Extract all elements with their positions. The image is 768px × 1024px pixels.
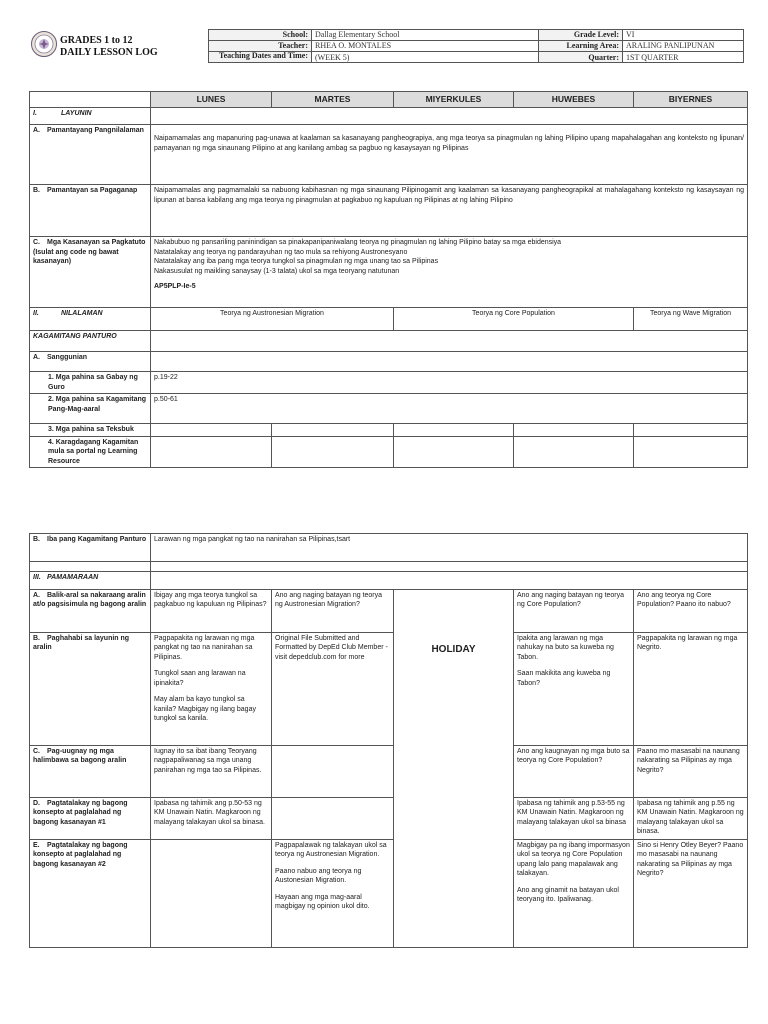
row-label-paghahabi: B. Paghahabi sa layunin ng aralin: [30, 633, 151, 746]
learning-area-label: Learning Area:: [539, 41, 623, 52]
section-pamamaraan: III. PAMAMARAAN: [30, 572, 151, 590]
section-kagamitang-panturo: KAGAMITANG PANTURO: [30, 331, 151, 352]
row-label-sanggunian: A. Sanggunian: [30, 352, 151, 372]
row-label-teksbuk: 3. Mga pahina sa Teksbuk: [30, 424, 151, 436]
day-header-martes: MARTES: [272, 92, 394, 108]
paghahabi-biyernes: Pagpapakita ng larawan ng mga Negrito.: [634, 633, 748, 746]
kasanayan-code: AP5PLP-Ie-5: [154, 283, 196, 291]
kasanayan-line: Natatalakay ang teorya ng pandarayuhan ng tao mula sa rehiyong Austronesyano: [154, 248, 408, 256]
pagtatalakay-2-martes: Pagpapalawak ng talakayan ukol sa teorya ng Austronesian Migration. Paano nabuo ang teorya ng Austonesian Migration. Hayaan ang mga mag-aaral magbigay ng opinion ukol dito.: [272, 840, 394, 948]
row-label-karagdagang-kagamitan: 4. Karagdagang Kagamitan mula sa portal ng Learning Resource: [30, 436, 151, 467]
paghahabi-lunes: Pagpapakita ng larawan ng mga pangkat ng tao na nanirahan sa Pilipinas. Tungkol saan ang larawan na ipinakita? May alam ba kayo tungkol sa kanila? Magbigay ng ilang bagay tungkol sa kanila.: [151, 633, 272, 746]
day-header-miyerkules: MIYERKULES: [394, 92, 514, 108]
section-layunin: I. LAYUNIN: [30, 108, 151, 125]
pagtatalakay-2-lunes: [151, 840, 272, 948]
day-header-lunes: LUNES: [151, 92, 272, 108]
day-header-huwebes: HUWEBES: [514, 92, 634, 108]
row-label-kasanayan: C. Mga Kasanayan sa Pagkatuto (Isulat ang code ng bawat kasanayan): [30, 237, 151, 308]
document-title: [60, 35, 158, 59]
paghahabi-huwebes: Ipakita ang larawan ng mga nahukay na buto sa kuweba ng Tabon. Saan makikita ang kuweba ng Tabon?: [514, 633, 634, 746]
balik-aral-martes: Ano ang naging batayan ng teorya ng Austronesian Migration?: [272, 590, 394, 633]
school-label: School:: [209, 30, 312, 41]
school-value: Dallag Elementary School: [312, 30, 539, 41]
pagtatalakay-2-biyernes: Sino si Henry Otley Beyer? Paano mo masasabi na naunang nakarating sa Pilipinas ay mga Negrito?: [634, 840, 748, 948]
row-label-gabay-ng-guro: 1. Mga pahina sa Gabay ng Guro: [30, 372, 151, 394]
balik-aral-biyernes: Ano ang teorya ng Core Population? Paano ito nabuo?: [634, 590, 748, 633]
row-label-kagamitang-pang-mag-aaral: 2. Mga pahina sa Kagamitang Pang-Mag-aaral: [30, 394, 151, 424]
iba-pang-kagamitan-value: Larawan ng mga pangkat ng tao na nanirahan sa Pilipinas,tsart: [151, 534, 748, 562]
pagtatalakay-2-huwebes: Magbigay pa ng ibang impormasyon ukol sa teorya ng Core Population upang lalo pang mapalawak ang talakayan. Ano ang ginamit na batayan ukol teoryang ito. Ipaliwanag.: [514, 840, 634, 948]
section-layunin-blank: [151, 108, 748, 125]
nilalaman-wave-migration: Teorya ng Wave Migration: [634, 308, 748, 331]
lesson-log-table-page2: [29, 533, 748, 948]
pagtatalakay-1-huwebes: Ipabasa ng tahimik ang p.53-55 ng KM Unawain Natin. Magkaroon ng malayang talakayan ukol sa binasa: [514, 798, 634, 840]
row-label-pamantayan-sa-pagaganap: B. Pamantayan sa Pagaganap: [30, 185, 151, 237]
pag-uugnay-martes: [272, 746, 394, 798]
karagdagang-cell: [394, 436, 514, 467]
pag-uugnay-biyernes: Paano mo masasabi na naunang nakarating sa Pilipinas ay mga Negrito?: [634, 746, 748, 798]
karagdagang-cell: [272, 436, 394, 467]
spacer-cell: [30, 562, 151, 572]
kasanayan-line: Nakasusulat ng maikling sanaysay (1-3 talata) ukol sa mga teoryang natutunan: [154, 267, 400, 275]
corner-cell: [30, 92, 151, 108]
karagdagang-cell: [634, 436, 748, 467]
karagdagang-cell: [151, 436, 272, 467]
lesson-info-table: [208, 29, 744, 63]
quarter-label: Quarter:: [539, 52, 623, 63]
day-header-biyernes: BIYERNES: [634, 92, 748, 108]
row-label-balik-aral: A. Balik-aral sa nakaraang aralin at/o pagsisimula ng bagong aralin: [30, 590, 151, 633]
sanggunian-blank: [151, 352, 748, 372]
deped-seal-logo: [31, 31, 57, 57]
pag-uugnay-lunes: Iugnay ito sa ibat ibang Teoryang nagpapaliwanag sa mga unang panirahan ng mga tao sa Pilipinas.: [151, 746, 272, 798]
nilalaman-core-population: Teorya ng Core Population: [394, 308, 634, 331]
section-nilalaman: II. NILALAMAN: [30, 308, 151, 331]
title-line-1: GRADES 1 to 12: [60, 35, 133, 46]
lesson-log-table-page1: [29, 91, 748, 468]
gabay-ng-guro-value: p.19-22: [151, 372, 748, 394]
teksbuk-cell: [514, 424, 634, 436]
teaching-dates-label: Teaching Dates and Time:: [209, 52, 312, 63]
nilalaman-austronesian: Teorya ng Austronesian Migration: [151, 308, 394, 331]
kasanayan-line: Nakabubuo ng pansariling paninindigan sa pinakapanipaniwalang teorya ng pinagmulan ng lahing Pilipino batay sa mga ebidensiya: [154, 239, 562, 247]
kagamitang-panturo-blank: [151, 331, 748, 352]
pamamaraan-blank: [151, 572, 748, 590]
teksbuk-cell: [634, 424, 748, 436]
learning-area-value: ARALING PANLIPUNAN: [623, 41, 744, 52]
grade-level-label: Grade Level:: [539, 30, 623, 41]
paghahabi-martes: Original File Submitted and Formatted by DepEd Club Member - visit depedclub.com for more: [272, 633, 394, 746]
kagamitang-pang-mag-aaral-value: p.50-61: [151, 394, 748, 424]
balik-aral-huwebes: Ano ang naging batayan ng teorya ng Core Population?: [514, 590, 634, 633]
balik-aral-lunes: Ibigay ang mga teorya tungkol sa pagkabuo ng kapuluan ng Pilipinas?: [151, 590, 272, 633]
teksbuk-cell: [151, 424, 272, 436]
quarter-value: 1ST QUARTER: [623, 52, 744, 63]
karagdagang-cell: [514, 436, 634, 467]
row-label-iba-pang-kagamitan: B. Iba pang Kagamitang Panturo: [30, 534, 151, 562]
teksbuk-cell: [394, 424, 514, 436]
teacher-label: Teacher:: [209, 41, 312, 52]
row-label-pamantayang-pangnilalaman: A. Pamantayang Pangnilalaman: [30, 125, 151, 185]
pamantayan-sa-pagaganap-text: Naipamamalas ang pagmamalaki sa nabuong kabihasnan ng mga sinaunang Pilipinogamit ang kaalaman sa kasanayang pangheograpikal at mahalagahang konteksto ng kasaysayan ng lipunan at bansa kabilang ang mga teorya ng pinagmulan at pagkabuo ng kapuluan ng Pilipinas at ng lahing Pilipino: [151, 185, 748, 237]
kasanayan-line: Natatalakay ang iba pang mga teorya tungkol sa pinagmulan ng mga unang tao sa Pilipinas: [154, 258, 439, 266]
spacer-cell: [151, 562, 748, 572]
row-label-pagtatalakay-2: E. Pagtatalakay ng bagong konsepto at paglalahad ng bagong kasanayan #2: [30, 840, 151, 948]
teaching-dates-value: (WEEK 5): [312, 52, 539, 63]
holiday-miyerkules: HOLIDAY: [394, 590, 514, 948]
pamantayang-pangnilalaman-text: Naipamamalas ang mapanuring pag-unawa at kaalaman sa kasanayang pangheograpiya, ang mga teorya sa pinagmulan ng lahing Pilipino upang mapahalagahan ang konteksto ng lipunan/ pamayanan ng mga sinaunang Pilipino at ang kanilang ambag sa pagbuo ng kasaysayan ng Pilipinas: [151, 125, 748, 185]
row-label-pag-uugnay: C. Pag-uugnay ng mga halimbawa sa bagong aralin: [30, 746, 151, 798]
pagtatalakay-1-biyernes: Ipabasa ng tahimik ang p.55 ng KM Unawain Natin. Magkaroon ng malayang talakayan ukol sa binasa.: [634, 798, 748, 840]
row-label-pagtatalakay-1: D. Pagtatalakay ng bagong konsepto at paglalahad ng bagong kasanayan #1: [30, 798, 151, 840]
grade-level-value: VI: [623, 30, 744, 41]
teacher-value: RHEA O. MONTALES: [312, 41, 539, 52]
title-line-2: DAILY LESSON LOG: [60, 47, 158, 58]
kasanayan-text: [151, 237, 748, 308]
teksbuk-cell: [272, 424, 394, 436]
pagtatalakay-1-lunes: Ipabasa ng tahimik ang p.50-53 ng KM Unawain Natin. Magkaroon ng malayang talakayan ukol sa binasa.: [151, 798, 272, 840]
pag-uugnay-huwebes: Ano ang kaugnayan ng mga buto sa teorya ng Core Population?: [514, 746, 634, 798]
pagtatalakay-1-martes: [272, 798, 394, 840]
